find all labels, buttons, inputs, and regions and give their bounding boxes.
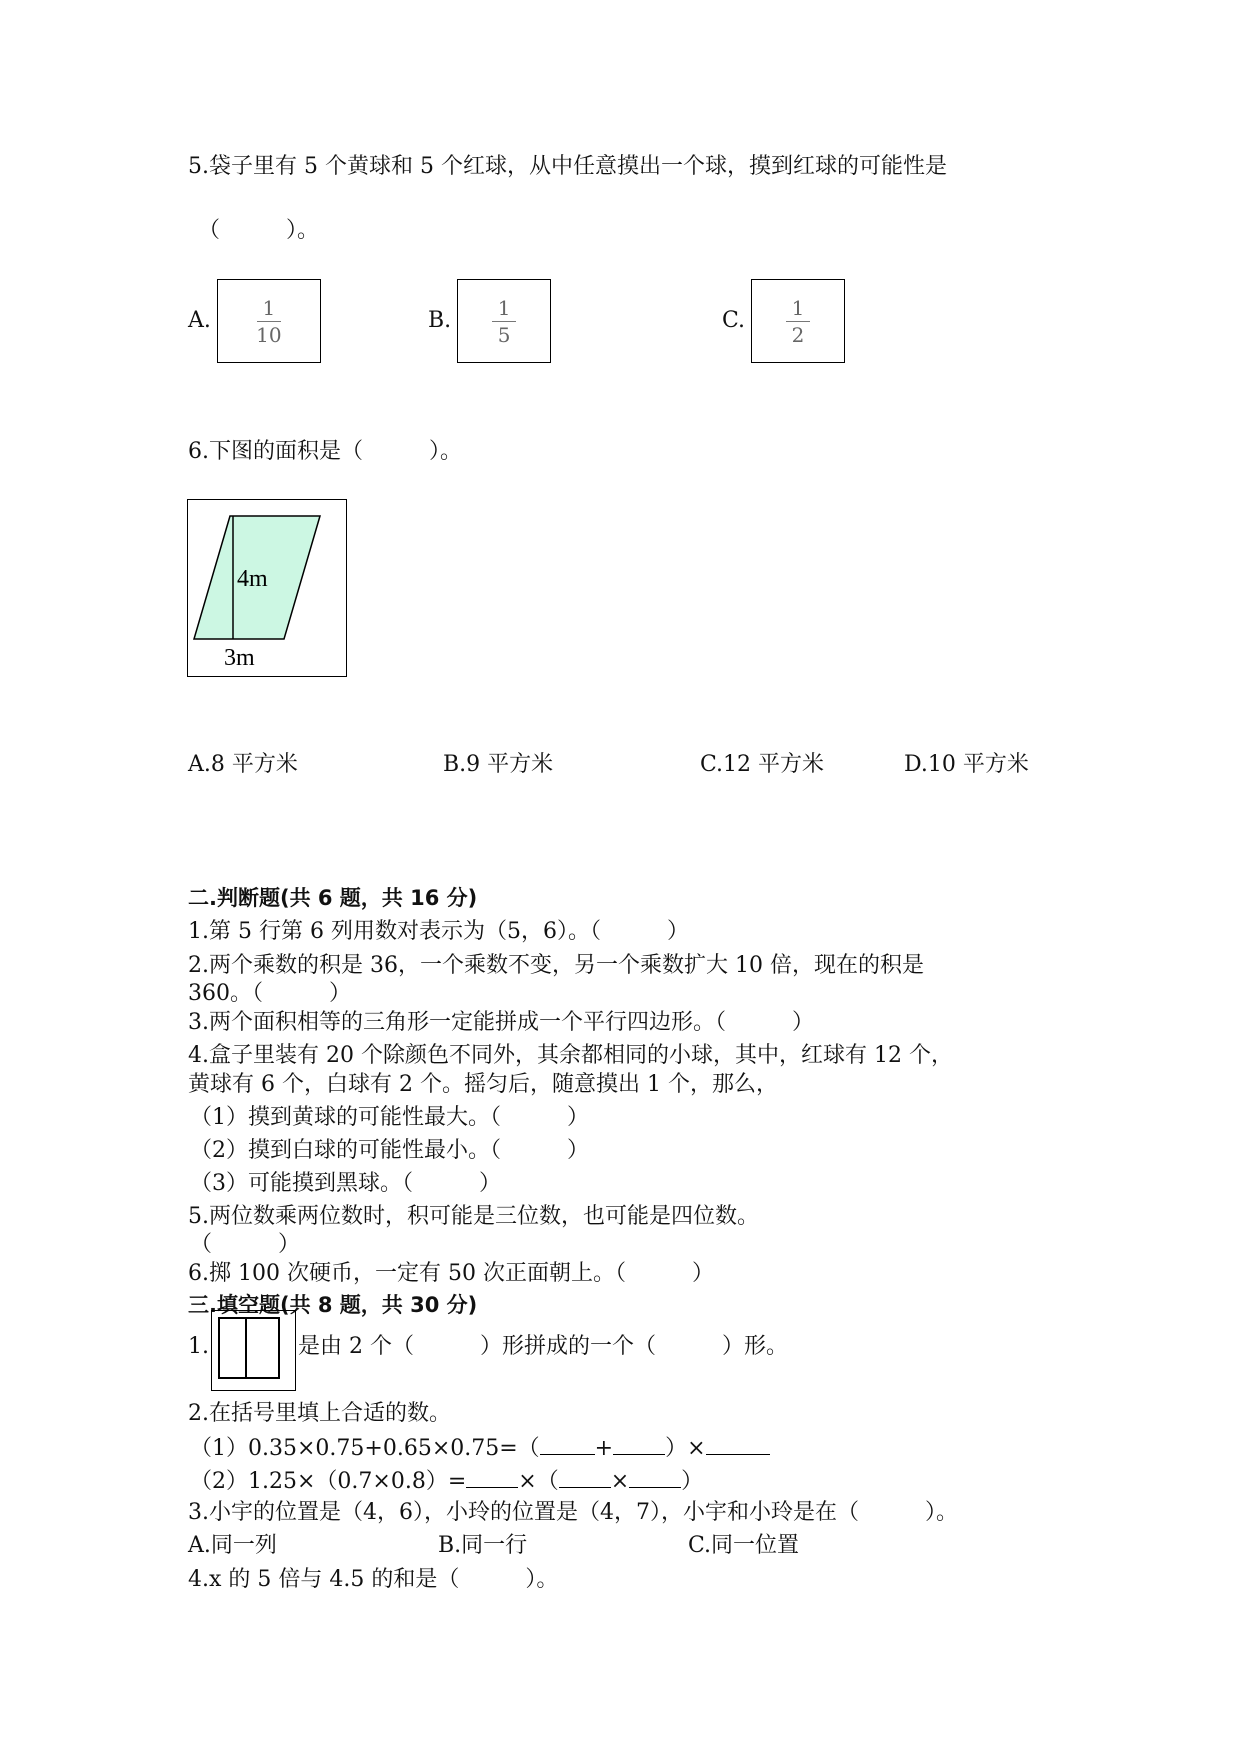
expr-part: （2）1.25×（0.7×0.8）= xyxy=(190,1469,467,1494)
q6-option-c[interactable]: C.12 平方米 xyxy=(700,752,825,777)
fill-q2-sub1 xyxy=(190,1436,770,1460)
expr-part: × xyxy=(610,1469,630,1494)
judge-line: 1.第 5 行第 6 列用数对表示为（5，6）。（ ） xyxy=(188,919,689,944)
fraction-numerator: 1 xyxy=(497,295,511,320)
fraction xyxy=(256,295,282,347)
expr-part: ） xyxy=(681,1469,704,1494)
judge-line: （1）摸到黄球的可能性最大。（ ） xyxy=(190,1105,589,1130)
fill-q3-text: 3.小宇的位置是（4，6），小玲的位置是（4，7），小宇和小玲是在（ ）。 xyxy=(188,1500,958,1525)
fraction-numerator: 1 xyxy=(791,295,805,320)
fraction-denominator: 5 xyxy=(497,322,511,347)
fill-q3-option-a[interactable]: A.同一列 xyxy=(188,1533,277,1558)
fraction-bar xyxy=(257,321,281,322)
answer-blank[interactable] xyxy=(706,1436,770,1455)
judge-line: （ ） xyxy=(190,1232,301,1257)
fraction-bar xyxy=(786,321,810,322)
q6-option-b[interactable]: B.9 平方米 xyxy=(443,752,554,777)
option-letter: B. xyxy=(428,308,452,333)
q6-text: 6.下图的面积是（ ）。 xyxy=(188,439,462,464)
fraction xyxy=(492,295,516,347)
q6-option-a[interactable]: A.8 平方米 xyxy=(188,752,298,777)
answer-blank[interactable] xyxy=(559,1469,611,1488)
rectangle-divider xyxy=(245,1317,247,1379)
fill-q1-text: 是由 2 个（ ）形拼成的一个（ ）形。 xyxy=(298,1334,788,1359)
expr-part: ）× xyxy=(665,1436,706,1461)
judge-line: （2）摸到白球的可能性最小。（ ） xyxy=(190,1138,589,1163)
fraction xyxy=(786,295,810,347)
fill-q3-option-b[interactable]: B.同一行 xyxy=(438,1533,528,1558)
judge-line: 5.两位数乘两位数时，积可能是三位数，也可能是四位数。 xyxy=(188,1204,759,1229)
rectangle-outline xyxy=(218,1317,280,1379)
fraction-box xyxy=(457,279,551,363)
fraction-denominator: 2 xyxy=(791,322,805,347)
fraction-box xyxy=(751,279,845,363)
judge-line: 360。（ ） xyxy=(188,981,351,1006)
option-letter: A. xyxy=(188,308,211,333)
judge-line: 黄球有 6 个，白球有 2 个。摇匀后，随意摸出 1 个，那么， xyxy=(188,1072,778,1097)
q5-option-a[interactable] xyxy=(188,279,321,363)
q5-text-line1: 5.袋子里有 5 个黄球和 5 个红球，从中任意摸出一个球，摸到红球的可能性是 xyxy=(188,154,947,179)
answer-blank[interactable] xyxy=(613,1436,665,1455)
q5-option-b[interactable] xyxy=(428,279,551,363)
judge-line: 3.两个面积相等的三角形一定能拼成一个平行四边形。（ ） xyxy=(188,1010,814,1035)
answer-blank[interactable] xyxy=(466,1469,518,1488)
fraction-denominator: 10 xyxy=(256,322,282,347)
expr-part: （1）0.35×0.75+0.65×0.75=（ xyxy=(190,1436,540,1461)
height-label: 4m xyxy=(237,566,268,592)
judge-line: 2.两个乘数的积是 36，一个乘数不变，另一个乘数扩大 10 倍，现在的积是 xyxy=(188,953,924,978)
base-label: 3m xyxy=(224,645,255,671)
expr-part: + xyxy=(594,1436,614,1461)
judge-line: 6.掷 100 次硬币，一定有 50 次正面朝上。（ ） xyxy=(188,1261,714,1286)
fraction-numerator: 1 xyxy=(262,295,276,320)
judge-line: （3）可能摸到黑球。（ ） xyxy=(190,1171,501,1196)
fraction-bar xyxy=(492,321,516,322)
answer-blank[interactable] xyxy=(540,1436,595,1455)
answer-blank[interactable] xyxy=(629,1469,681,1488)
parallelogram-figure xyxy=(187,499,347,677)
fill-q2-text: 2.在括号里填上合适的数。 xyxy=(188,1401,451,1426)
q6-option-d[interactable]: D.10 平方米 xyxy=(904,752,1029,777)
q5-option-c[interactable] xyxy=(722,279,845,363)
rectangle-figure xyxy=(211,1310,296,1391)
fill-q4-text: 4.x 的 5 倍与 4.5 的和是（ ）。 xyxy=(188,1567,559,1592)
section2-title: 二.判断题(共 6 题，共 16 分) xyxy=(188,886,478,910)
expr-part: ×（ xyxy=(518,1469,559,1494)
fraction-box xyxy=(217,279,321,363)
section3-title: 三.填空题(共 8 题，共 30 分) xyxy=(188,1293,478,1317)
judge-line: 4.盒子里装有 20 个除颜色不同外，其余都相同的小球，其中，红球有 12 个， xyxy=(188,1043,953,1068)
fill-q3-option-c[interactable]: C.同一位置 xyxy=(688,1533,800,1558)
option-letter: C. xyxy=(722,308,746,333)
fill-q1-num: 1. xyxy=(188,1334,209,1359)
fill-q2-sub2 xyxy=(190,1469,703,1493)
q5-text-line2: （ ）。 xyxy=(198,218,320,243)
